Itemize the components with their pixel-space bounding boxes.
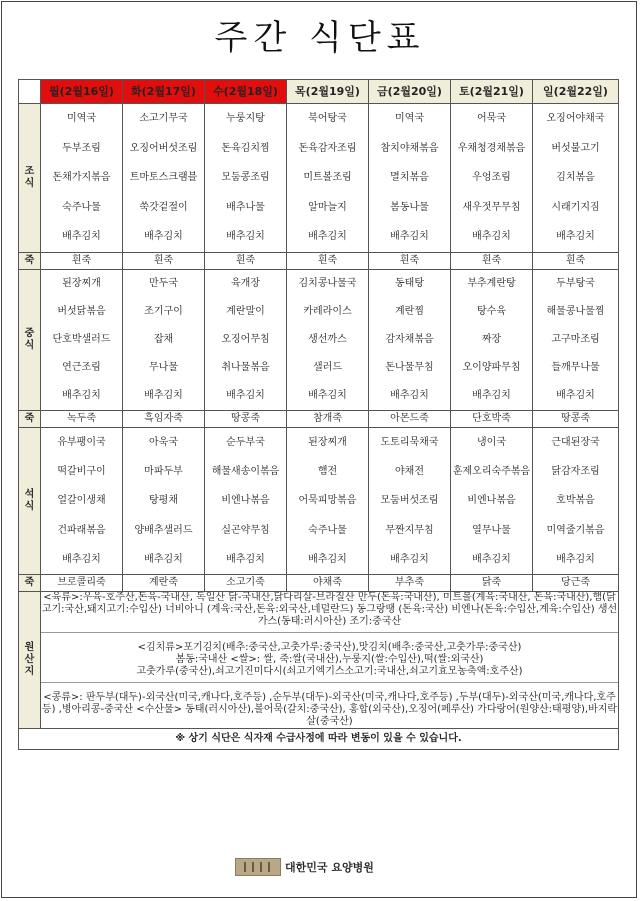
origin-paragraph: <육류>:우육-호주산,돈육-국내산, 독일산 닭-국내산,닭다리살-브라질산 만두(돈육:국내산), 미트볼(계육:국내산, 돈육:국내산),햄(닭고기:국산,돼지고기:수입산) 너비아니 (계육:국산,돈육:외국산,네덜란드) 동그랑땡 (돈육:국산) 비엔나(돈육:수입산,계육:수입산) 생선가스(동태:러시아산) 조기:중국산	[41, 592, 618, 633]
menu-item: 배추김치	[308, 231, 347, 243]
menu-cell	[205, 104, 287, 253]
menu-item: 무나물	[149, 362, 178, 373]
menu-item: 배추김치	[556, 231, 595, 243]
menu-item: 부추계란탕	[467, 278, 516, 289]
porridge-cell: 단호박죽	[451, 411, 533, 428]
meal-row	[19, 428, 619, 575]
menu-item: 김치콩나물국	[298, 278, 357, 289]
menu-item: 유부팽이국	[57, 437, 106, 448]
menu-item: 배추김치	[144, 231, 183, 243]
menu-item: 소고기무국	[139, 113, 188, 124]
day-header: 수(2월18일)	[205, 80, 287, 104]
menu-item: 누룽지탕	[226, 113, 265, 124]
menu-cell	[123, 428, 205, 575]
menu-item: 잡채	[153, 334, 174, 345]
menu-item: 숙주나물	[62, 201, 101, 213]
menu-cell	[533, 104, 619, 253]
porridge-cell: 닭죽	[451, 575, 533, 592]
porridge-cell: 브로콜리죽	[41, 575, 123, 592]
menu-item: 모둠콩조림	[221, 172, 270, 184]
porridge-cell: 흰죽	[123, 253, 205, 270]
porridge-cell: 참개죽	[287, 411, 369, 428]
menu-cell	[41, 270, 123, 411]
menu-cell	[533, 270, 619, 411]
menu-item: 배추김치	[390, 390, 429, 401]
menu-item: 마파두부	[144, 466, 183, 478]
menu-cell	[369, 428, 451, 575]
porridge-label: 죽	[19, 575, 41, 592]
menu-item: 돈육김치찜	[221, 142, 270, 154]
menu-item: 야채전	[395, 466, 424, 478]
menu-item: 생선까스	[308, 334, 347, 345]
menu-item: 트마토스크램블	[129, 172, 198, 184]
porridge-cell: 흰죽	[451, 253, 533, 270]
menu-item: 배추김치	[308, 553, 347, 565]
menu-item: 건파래볶음	[57, 524, 106, 536]
menu-cell	[287, 428, 369, 575]
footnote: ※ 상기 식단은 식자재 수급사정에 따라 변동이 있을 수 있습니다.	[19, 729, 619, 750]
porridge-cell: 흰죽	[287, 253, 369, 270]
porridge-row	[19, 253, 619, 270]
meal-row	[19, 270, 619, 411]
origin-paragraph: <김치류>포기김치(배추:중국산,고춧가루:중국산),맛김치(배추:중국산,고춧가루:중국산) 봄동:국내산 <쌀>: 쌀, 죽:쌀(국내산),누룽지(쌀:수입산),떡(쌀:외국산) 고춧가루(중국산),쇠고기진미다시(쇠고기엑기스소고기:국내산,쇠고기효모농축액:호주산)	[41, 642, 618, 683]
menu-cell	[533, 428, 619, 575]
hospital-logo-icon	[235, 858, 281, 876]
menu-item: 단호박샐러드	[52, 334, 111, 345]
porridge-row	[19, 411, 619, 428]
menu-item: 육개장	[231, 278, 260, 289]
menu-item: 실곤약무침	[221, 524, 270, 536]
menu-item: 해물콩나물찜	[546, 306, 605, 317]
porridge-cell: 흰죽	[369, 253, 451, 270]
menu-item: 배추김치	[308, 390, 347, 401]
meal-label: 중 식	[19, 270, 41, 411]
menu-item: 계란말이	[226, 306, 265, 317]
menu-item: 훈제오리숙주볶음	[452, 466, 531, 478]
day-header: 일(2월22일)	[533, 80, 619, 104]
menu-cell	[287, 104, 369, 253]
menu-item: 비엔나볶음	[221, 495, 270, 507]
menu-item: 배추김치	[62, 231, 101, 243]
menu-item: 근대된장국	[551, 437, 600, 448]
menu-item: 들깨무나물	[551, 362, 600, 373]
porridge-cell: 소고기죽	[205, 575, 287, 592]
menu-item: 카레라이스	[303, 306, 352, 317]
menu-item: 참치야채볶음	[380, 142, 439, 154]
menu-item: 열무나물	[472, 524, 511, 536]
menu-item: 연근조림	[62, 362, 101, 373]
hospital-name: 대한민국 요양병원	[285, 861, 374, 874]
menu-item: 어묵국	[477, 113, 506, 124]
menu-item: 짜장	[481, 334, 502, 345]
menu-cell	[205, 428, 287, 575]
menu-item: 돈나물무침	[385, 362, 434, 373]
menu-item: 계란찜	[395, 306, 424, 317]
menu-item: 두부탕국	[556, 278, 595, 289]
menu-item: 배추김치	[62, 553, 101, 565]
menu-item: 미역국	[67, 113, 96, 124]
origin-info	[41, 592, 619, 729]
menu-item: 알마늘지	[308, 201, 347, 213]
menu-item: 배추김치	[144, 553, 183, 565]
meal-label: 석 식	[19, 428, 41, 575]
porridge-cell: 흰죽	[41, 253, 123, 270]
porridge-row	[19, 575, 619, 592]
day-header: 토(2월21일)	[451, 80, 533, 104]
menu-cell	[451, 104, 533, 253]
porridge-cell: 아몬드죽	[369, 411, 451, 428]
menu-item: 모둠버섯조림	[380, 495, 439, 507]
day-header: 월(2월16일)	[41, 80, 123, 104]
menu-item: 양배추샐러드	[134, 524, 193, 536]
porridge-label: 죽	[19, 411, 41, 428]
menu-cell	[41, 428, 123, 575]
menu-item: 탕평채	[149, 495, 178, 507]
menu-item: 오징어무침	[221, 334, 270, 345]
menu-item: 미역국	[395, 113, 424, 124]
menu-item: 배추김치	[472, 231, 511, 243]
menu-item: 배추김치	[226, 390, 265, 401]
menu-cell	[369, 270, 451, 411]
porridge-cell: 흑임자죽	[123, 411, 205, 428]
menu-item: 무짠지무침	[385, 524, 434, 536]
menu-item: 조기구이	[144, 306, 183, 317]
menu-cell	[123, 104, 205, 253]
menu-item: 버섯불고기	[551, 142, 600, 154]
menu-item: 아욱국	[149, 437, 178, 448]
menu-item: 떡갈비구이	[57, 466, 106, 478]
menu-item: 닭감자조림	[551, 466, 600, 478]
porridge-cell: 계란죽	[123, 575, 205, 592]
menu-item: 배추김치	[472, 390, 511, 401]
menu-cell	[369, 104, 451, 253]
menu-item: 호박볶음	[556, 495, 595, 507]
menu-item: 동태탕	[395, 278, 424, 289]
menu-item: 된장찌개	[62, 278, 101, 289]
porridge-cell: 땅콩죽	[205, 411, 287, 428]
menu-item: 배추김치	[226, 231, 265, 243]
origin-paragraph: <콩류>: 판두부(대두)-외국산(미국,캐나다,호주등) ,순두부(대두)-외국산(미국,캐나다,호주등) ,두부(대두)-외국산(미국,캐나다,호주등) ,병아리콩-중국산 <수산물> 동태(러시아산),볼어묵(갈치:중국산), 홍합(외국산),오징어(페루산) 가다랑어(원양산:태평양),바지락살(중국산)	[41, 692, 618, 727]
menu-cell	[287, 270, 369, 411]
menu-item: 봄동나물	[390, 201, 429, 213]
menu-item: 두부조림	[62, 142, 101, 154]
porridge-cell: 흰죽	[533, 253, 619, 270]
menu-item: 북어탕국	[308, 113, 347, 124]
menu-item: 미트볼조림	[303, 172, 352, 184]
hospital-brand	[235, 856, 405, 878]
porridge-cell: 녹두죽	[41, 411, 123, 428]
menu-item: 감자채볶음	[385, 334, 434, 345]
menu-item: 순두부국	[226, 437, 265, 448]
menu-item: 취나물볶음	[221, 362, 270, 373]
porridge-cell: 흰죽	[205, 253, 287, 270]
menu-item: 김치볶음	[556, 172, 595, 184]
porridge-cell: 야채죽	[287, 575, 369, 592]
porridge-cell: 부추죽	[369, 575, 451, 592]
menu-item: 배추김치	[62, 390, 101, 401]
menu-item: 돈육감자조림	[298, 142, 357, 154]
menu-item: 미역줄기볶음	[546, 524, 605, 536]
day-header: 화(2월17일)	[123, 80, 205, 104]
footnote-row	[19, 729, 619, 750]
porridge-cell: 땅콩죽	[533, 411, 619, 428]
menu-cell	[123, 270, 205, 411]
menu-item: 냉이국	[477, 437, 506, 448]
menu-cell	[451, 270, 533, 411]
menu-item: 숙주나물	[308, 524, 347, 536]
menu-item: 쑥갓겉절이	[139, 201, 188, 213]
menu-item: 오징어버섯조림	[129, 142, 198, 154]
menu-item: 배추김치	[556, 553, 595, 565]
origin-row	[19, 592, 619, 729]
menu-item: 오이양파무침	[462, 362, 521, 373]
menu-item: 배추김치	[390, 231, 429, 243]
page-title: 주간 식단표	[214, 18, 426, 58]
menu-item: 시래기지짐	[551, 201, 600, 213]
menu-item: 된장찌개	[308, 437, 347, 448]
menu-item: 도토리묵채국	[380, 437, 439, 448]
menu-item: 멸치볶음	[390, 172, 429, 184]
menu-item: 해물새송이볶음	[211, 466, 280, 478]
meal-row	[19, 104, 619, 253]
menu-item: 돈채가지볶음	[52, 172, 111, 184]
menu-item: 배추나물	[226, 201, 265, 213]
porridge-label: 죽	[19, 253, 41, 270]
header-corner	[19, 80, 41, 104]
menu-item: 햄전	[317, 466, 338, 478]
menu-item: 탕수육	[477, 306, 506, 317]
menu-item: 배추김치	[556, 390, 595, 401]
menu-item: 오징어야채국	[546, 113, 605, 124]
meal-label: 조 식	[19, 104, 41, 253]
menu-table	[18, 79, 619, 750]
menu-item: 비엔나볶음	[467, 495, 516, 507]
day-header-row	[19, 80, 619, 104]
menu-item: 얼갈이생채	[57, 495, 106, 507]
menu-item: 버섯닭볶음	[57, 306, 106, 317]
menu-cell	[41, 104, 123, 253]
menu-item: 어묵피망볶음	[298, 495, 357, 507]
menu-item: 새우젓무무침	[462, 201, 521, 213]
menu-cell	[205, 270, 287, 411]
porridge-cell: 당근죽	[533, 575, 619, 592]
menu-item: 우채청경채볶음	[457, 142, 526, 154]
menu-item: 샐러드	[313, 362, 342, 373]
menu-item: 배추김치	[390, 553, 429, 565]
day-header: 목(2월19일)	[287, 80, 369, 104]
menu-cell	[451, 428, 533, 575]
day-header: 금(2월20일)	[369, 80, 451, 104]
origin-label: 원 산 지	[19, 592, 41, 729]
menu-item: 만두국	[149, 278, 178, 289]
menu-item: 우엉조림	[472, 172, 511, 184]
menu-item: 배추김치	[144, 390, 183, 401]
menu-item: 배추김치	[226, 553, 265, 565]
menu-item: 배추김치	[472, 553, 511, 565]
menu-item: 고구마조림	[551, 334, 600, 345]
